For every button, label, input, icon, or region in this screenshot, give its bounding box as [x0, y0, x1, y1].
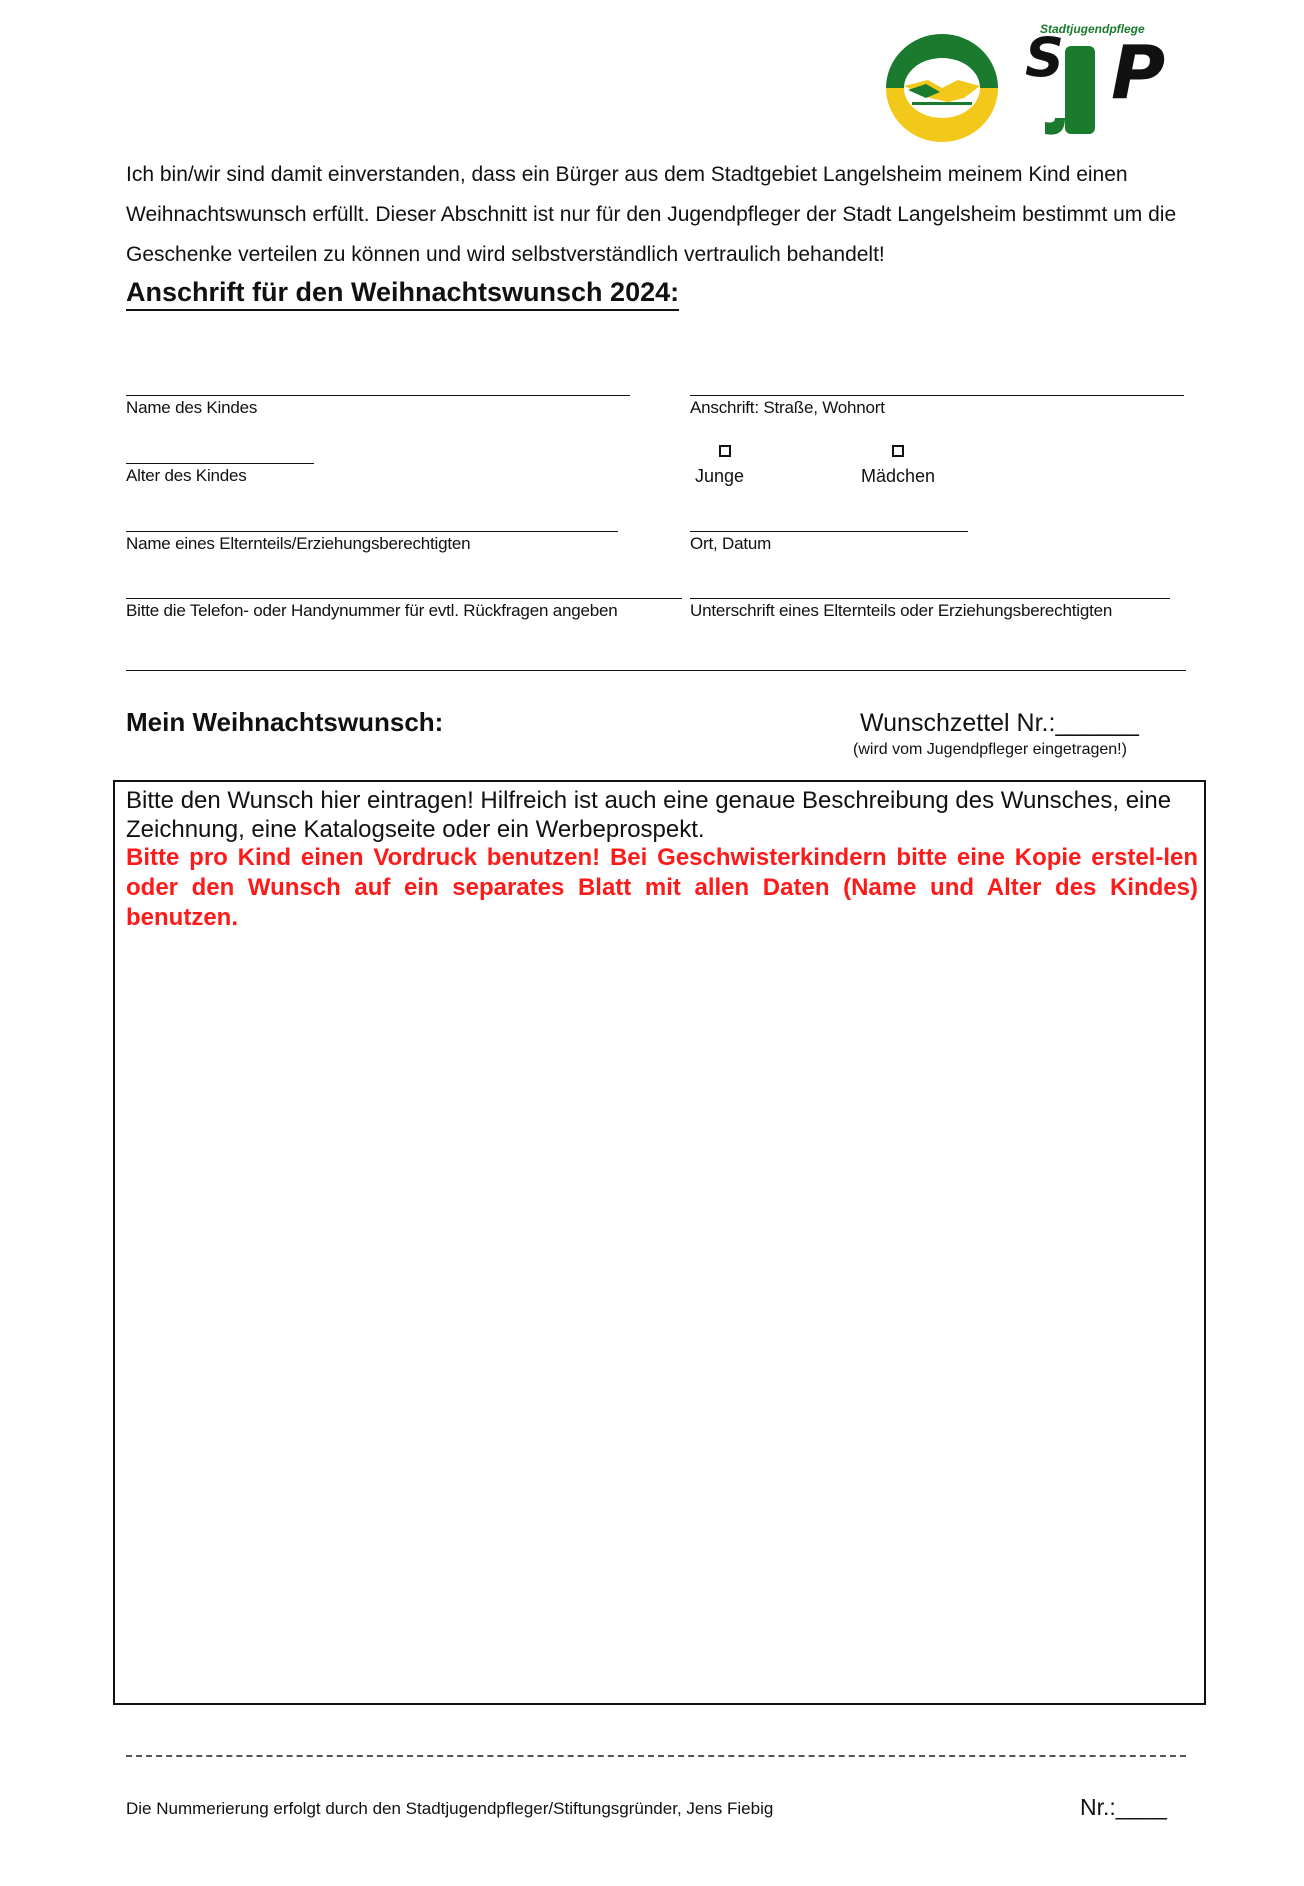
wish-warning: Bitte pro Kind einen Vordruck benutzen! Bei Geschwisterkindern bitte eine Kopie erstel-len oder den Wunsch auf ein separates Blatt mit allen Daten (Name und Alter des Kindes) benutzen.	[126, 844, 1198, 931]
place-date-label: Ort, Datum	[690, 534, 772, 553]
boy-label: Junge	[695, 466, 745, 486]
parent-name-label: Name eines Elternteils/Erziehungsberechtigten	[126, 534, 471, 553]
footer-number-field[interactable]: Nr.:____	[1080, 1794, 1167, 1820]
footer-note: Die Nummerierung erfolgt durch den Stadtjugendpfleger/Stiftungsgründer, Jens Fiebig	[126, 1799, 774, 1818]
parent-name-field[interactable]	[126, 531, 618, 532]
child-name-field[interactable]	[126, 395, 630, 396]
address-title: Anschrift für den Weihnachtswunsch 2024:	[126, 276, 679, 311]
logo-caption: Stadtjugendpflege	[1040, 22, 1145, 36]
svg-text:S: S	[1025, 26, 1064, 89]
signature-label: Unterschrift eines Elternteils oder Erziehungsberechtigten	[690, 601, 1113, 620]
boy-checkbox[interactable]	[719, 445, 731, 457]
foundation-logo	[868, 28, 1016, 146]
cut-line	[126, 1755, 1186, 1757]
child-name-label: Name des Kindes	[126, 398, 258, 417]
wish-instruction: Bitte den Wunsch hier eintragen! Hilfreich ist auch eine genaue Beschreibung des Wunsches, eine Zeichnung, eine Katalogseite oder ein Werbeprospekt.	[126, 787, 1172, 843]
wish-heading: Mein Weihnachtswunsch:	[126, 707, 444, 737]
address-field[interactable]	[690, 395, 1184, 396]
girl-label: Mädchen	[861, 466, 936, 486]
stadtjugendpflege-logo	[1015, 22, 1185, 146]
consent-text: Ich bin/wir sind damit einverstanden, dass ein Bürger aus dem Stadtgebiet Langelsheim meinem Kind einen Weihnachtswunsch erfüllt. Dieser Abschnitt ist nur für den Jugendpfleger der Stadt Langelsheim bestimmt um die Geschenke verteilen zu können und wird selbstverständlich vertraulich behandelt!	[126, 163, 1177, 266]
wish-number-note: (wird vom Jugendpfleger eingetragen!)	[853, 741, 1127, 758]
signature-field[interactable]	[690, 598, 1170, 599]
phone-label: Bitte die Telefon- oder Handynummer für evtl. Rückfragen angeben	[126, 601, 618, 620]
wish-number-label[interactable]: Wunschzettel Nr.:______	[860, 709, 1139, 737]
phone-field[interactable]	[126, 598, 682, 599]
section-divider	[126, 670, 1186, 671]
svg-text:P: P	[1111, 30, 1166, 116]
child-age-field[interactable]	[126, 463, 314, 464]
address-label: Anschrift: Straße, Wohnort	[690, 398, 885, 417]
girl-checkbox[interactable]	[892, 445, 904, 457]
place-date-field[interactable]	[690, 531, 968, 532]
child-age-label: Alter des Kindes	[126, 466, 247, 485]
